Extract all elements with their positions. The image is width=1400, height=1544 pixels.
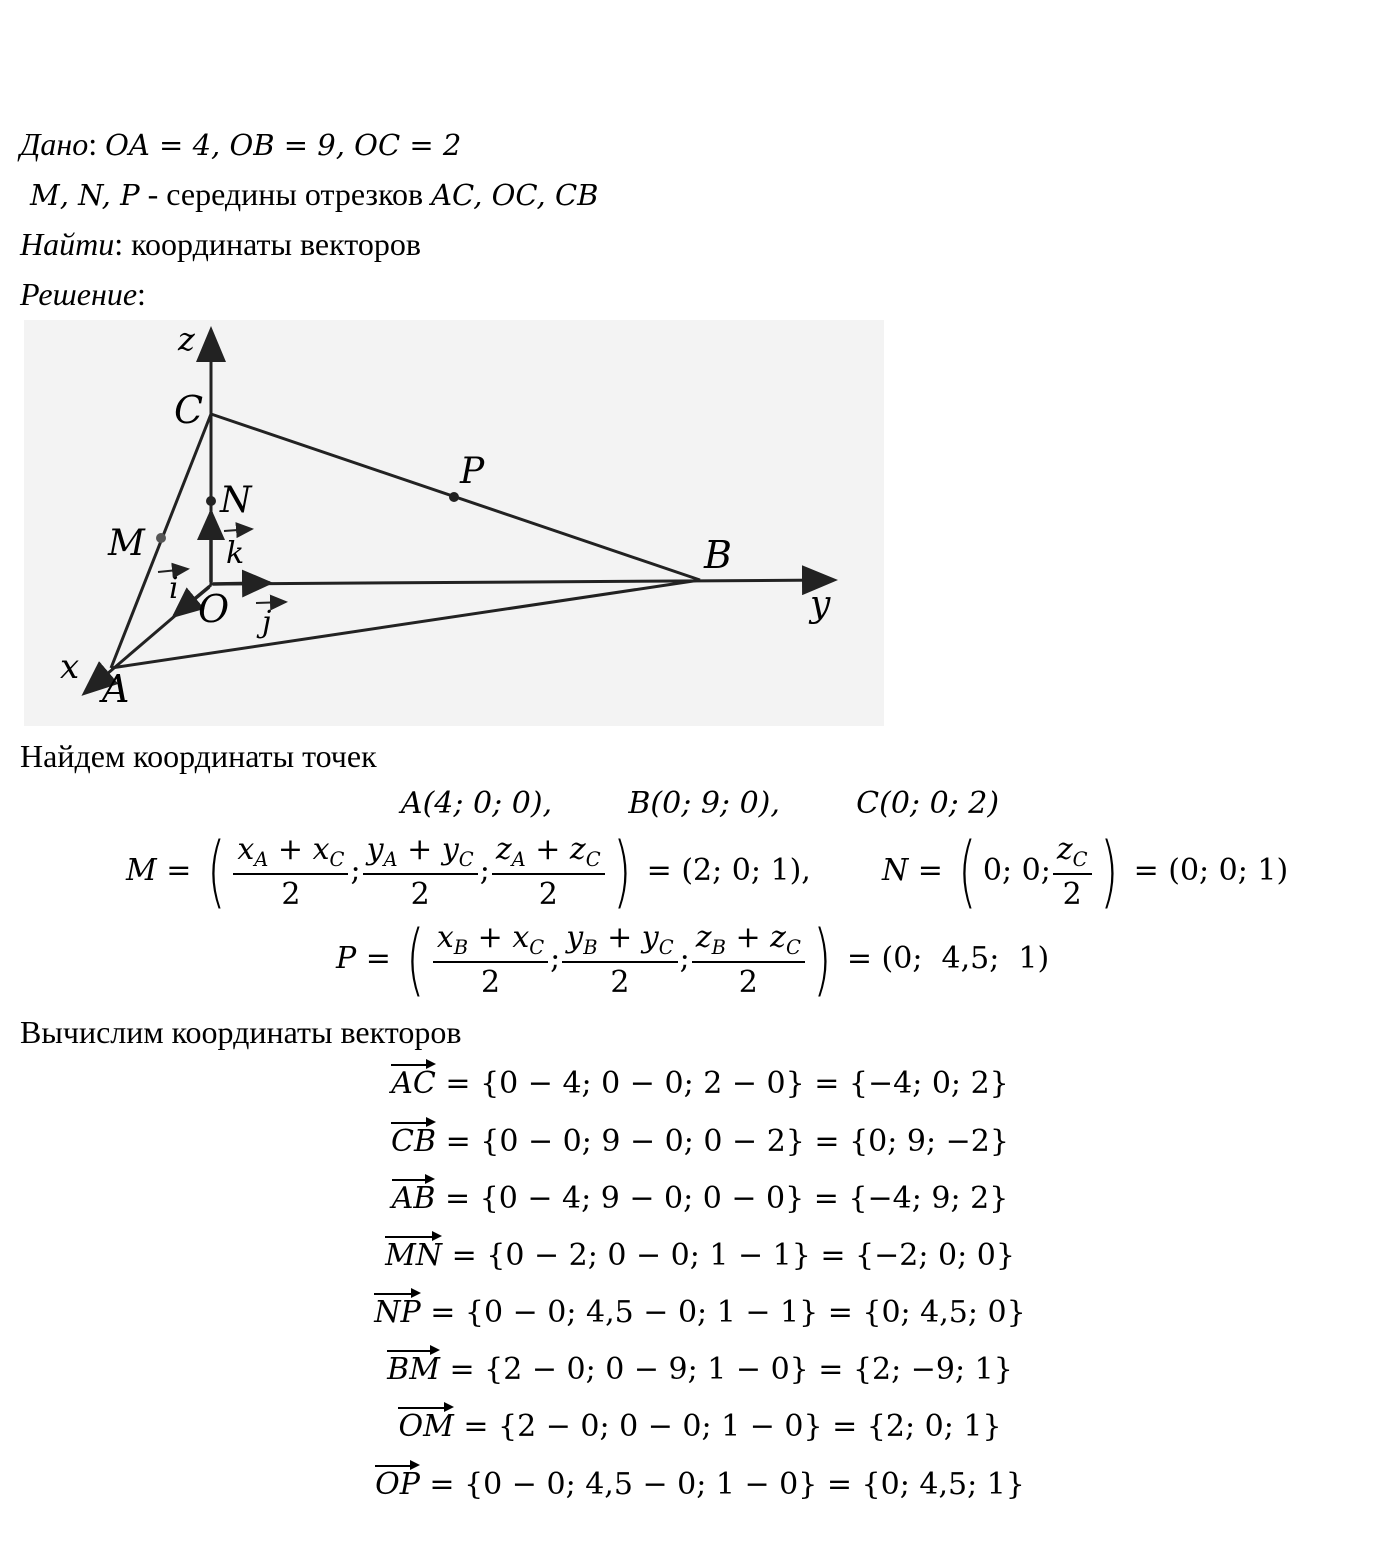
midpoint-text: - середины отрезков [139, 176, 432, 212]
vector-expr: = {0 − 2; 0 − 0; 1 − 1} = {−2; 0; 0} [442, 1238, 1015, 1273]
vector-name: NP [374, 1295, 421, 1330]
vector-name: OP [375, 1467, 420, 1502]
label-i: i [169, 571, 179, 606]
y-axis [211, 580, 832, 584]
find-points-heading: Найдем координаты точек [20, 738, 377, 774]
label-c: C [174, 388, 204, 432]
p-result: = (0; 4,5; 1) [846, 941, 1050, 976]
points-line: A(4; 0; 0), B(0; 9; 0), C(0; 0; 2) [400, 786, 1000, 821]
vector-row [0, 1066, 1400, 1101]
midpoints-line [30, 174, 599, 215]
solution-label: Решение [20, 276, 138, 312]
label-a: A [102, 667, 130, 711]
p-frac-y: $\frac{y_B + y_C}{2}$ [562, 920, 677, 1000]
midpoint-segments: AC, OC, CB [431, 178, 599, 212]
m-frac-y: $\frac{y_A + y_C}{2}$ [363, 832, 478, 912]
vector-expr: = {0 − 4; 0 − 0; 2 − 0} = {−4; 0; 2} [435, 1066, 1009, 1101]
vector-row [0, 1238, 1400, 1273]
n-result: = (0; 0; 1) [1133, 853, 1289, 888]
vector-expr: = {2 − 0; 0 − 9; 1 − 0} = {2; −9; 1} [439, 1352, 1013, 1387]
p-frac-z: $\frac{z_B + z_C}{2}$ [692, 920, 805, 1000]
vector-name: AB [391, 1181, 436, 1216]
m-frac-x: $\frac{x_A + x_C}{2}$ [233, 832, 348, 912]
label-p: P [460, 451, 485, 492]
p-formula: P = ( $\frac{x_B + x_C}{2}$ ; $\frac{y_B + y_C}{2}$ ; $\frac{z_B + z_C}{2}$ ) = (0; 4,5; 1) [336, 915, 1050, 1005]
vector-row [0, 1352, 1400, 1387]
label-m: M [108, 523, 145, 564]
vector-name: MN [385, 1238, 443, 1273]
vector-expr: = {2 − 0; 0 − 0; 1 − 0} = {2; 0; 1} [453, 1409, 1002, 1444]
label-b: B [704, 533, 732, 577]
find-line [20, 224, 421, 264]
vector-row [0, 1409, 1400, 1444]
label-x: x [60, 647, 80, 687]
vector-j [213, 583, 270, 584]
n-formula: N = ( 0; 0; $\frac{z_C}{2}$ ) = (0; 0; 1) [882, 827, 1289, 917]
label-j: j [262, 605, 272, 640]
solution-colon: : [137, 276, 146, 312]
label-z: z [178, 320, 195, 358]
vector-name: CB [391, 1124, 437, 1159]
coordinate-figure [24, 320, 884, 726]
n-frac-z: $\frac{z_C}{2}$ [1053, 832, 1092, 912]
label-k: k [226, 536, 245, 571]
vector-row [0, 1181, 1400, 1216]
m-formula: M = ( $\frac{x_A + x_C}{2}$ ; $\frac{y_A + y_C}{2}$ ; $\frac{z_A + z_C}{2}$ ) = (2; 0; 1), [126, 827, 811, 917]
vector-row [0, 1467, 1400, 1502]
vector-name: AC [391, 1066, 436, 1101]
label-y: y [810, 584, 831, 625]
n-lhs: N = [882, 853, 943, 888]
find-label: Найти [20, 226, 115, 262]
vector-row [0, 1295, 1400, 1330]
m-result: = (2; 0; 1), [646, 853, 811, 888]
vector-expr: = {0 − 0; 4,5 − 0; 1 − 1} = {0; 4,5; 0} [420, 1295, 1026, 1330]
vector-row [0, 1124, 1400, 1159]
vector-name: BM [387, 1352, 440, 1387]
p-frac-x: $\frac{x_B + x_C}{2}$ [433, 920, 548, 1000]
m-frac-z: $\frac{z_A + z_C}{2}$ [492, 832, 605, 912]
p-lhs: P = [336, 941, 391, 976]
compute-vectors-heading: Вычислим координаты векторов [20, 1014, 462, 1050]
vector-expr: = {0 − 4; 9 − 0; 0 − 0} = {−4; 9; 2} [435, 1181, 1009, 1216]
midpoint-names: M, N, P [30, 178, 140, 212]
point-p [449, 492, 459, 502]
point-m [156, 533, 166, 543]
solution-line [20, 274, 146, 314]
vector-expr: = {0 − 0; 4,5 − 0; 1 − 0} = {0; 4,5; 1} [419, 1467, 1025, 1502]
point-n [206, 496, 216, 506]
m-lhs: M = [126, 853, 192, 888]
label-n: N [220, 480, 252, 521]
vector-expr: = {0 − 0; 9 − 0; 0 − 2} = {0; 9; −2} [436, 1124, 1009, 1159]
given-line: Дано: OA = 4, OB = 9, OC = 2 [20, 126, 462, 162]
vector-name: OM [398, 1409, 454, 1444]
label-o: O [198, 587, 230, 631]
find-text: : координаты векторов [114, 226, 421, 262]
given-values: OA = 4, OB = 9, OC = 2 [105, 128, 462, 162]
given-label: Дано [20, 126, 89, 162]
